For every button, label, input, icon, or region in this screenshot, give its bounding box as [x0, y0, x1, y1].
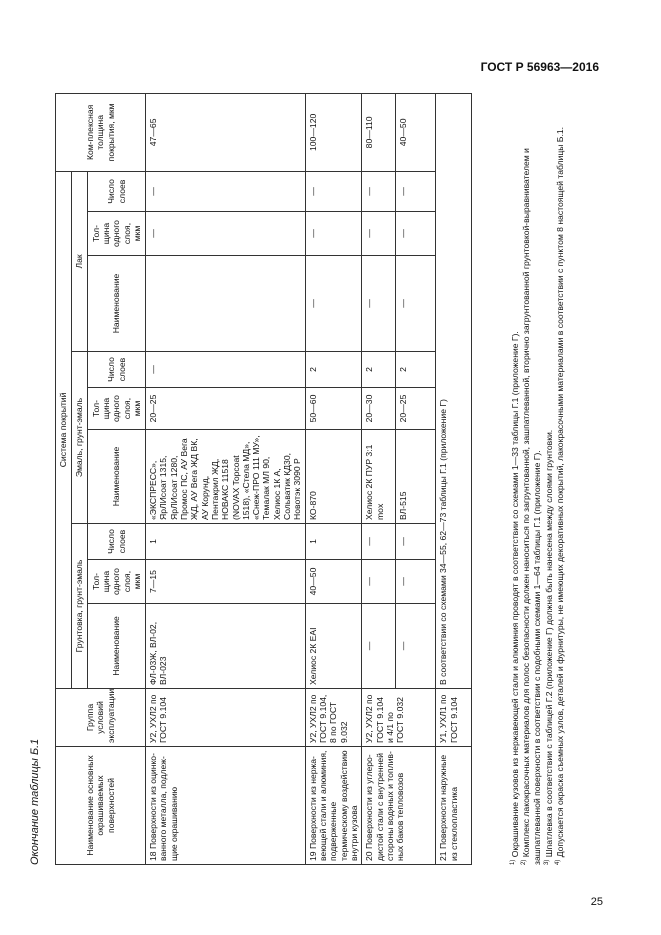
- col-name: Наименование: [88, 604, 146, 689]
- col-name: Наименование: [88, 430, 146, 524]
- col-group: Группа условий эксплуатации: [56, 689, 146, 747]
- cell-primer-thickness: —: [362, 560, 396, 604]
- cell-enamel-name: Хелиос 2К ПУР 3:1 mox: [362, 430, 396, 524]
- cell-enamel-layers: —: [146, 352, 306, 388]
- cell-lacquer-layers: —: [146, 171, 306, 211]
- cell-enamel-thickness: 20—25: [396, 388, 436, 430]
- rotated-table-block: [29, 80, 603, 865]
- cell-enamel-layers: 2: [396, 352, 436, 388]
- cell-lacquer-layers: —: [396, 171, 436, 211]
- cell-enamel-name: ВЛ-515: [396, 430, 436, 524]
- cell-surface: 21 Поверхности наружные из стеклопластика: [436, 747, 472, 865]
- cell-lacquer-name: —: [305, 256, 362, 352]
- cell-group: У2, УХЛ2 по ГОСТ 9.104 и 4/1 по ГОСТ 9.032: [362, 689, 436, 747]
- cell-lacquer-thickness: —: [305, 212, 362, 256]
- table-caption: Окончание таблицы Б.1: [29, 738, 41, 865]
- col-complex: Ком-плексная толщина покрытия, мкм: [56, 93, 146, 171]
- col-layers: Число слоев: [88, 171, 146, 211]
- col-thickness: Тол-щина одного слоя, мкм: [88, 560, 146, 604]
- cell-complex: 40—50: [396, 93, 436, 171]
- cell-primer-layers: 1: [146, 524, 306, 560]
- cell-enamel-layers: 2: [362, 352, 396, 388]
- cell-lacquer-name: [146, 256, 306, 352]
- footnotes: [510, 94, 566, 865]
- cell-group: У2, УХЛ2 по ГОСТ 9.104: [146, 689, 306, 747]
- standard-header: ГОСТ Р 56963—2016: [480, 60, 599, 74]
- cell-surface: 19 Поверхности из нержа-веющей стали и алюминия, подверженные термическому воздействию внутри кузова: [305, 747, 362, 865]
- col-thickness: Тол-щина одного слоя, мкм: [88, 212, 146, 256]
- cell-lacquer-name: —: [362, 256, 396, 352]
- cell-group: У2, УХЛ2 по ГОСТ 9.104, 8 по ГОСТ 9.032: [305, 689, 362, 747]
- page-number: 25: [590, 896, 603, 908]
- cell-enamel-thickness: 50—60: [305, 388, 362, 430]
- col-primer-enamel: Грунтовка, грунт-эмаль: [72, 524, 88, 689]
- col-layers: Число слоев: [88, 524, 146, 560]
- table-row: [362, 93, 396, 864]
- col-enamel: Эмаль, грунт-эмаль: [72, 352, 88, 524]
- cell-primer-name: ФЛ-03Ж, ВЛ-02, ВЛ-023: [146, 604, 306, 689]
- cell-enamel-thickness: 20—25: [146, 388, 306, 430]
- cell-group: У1, УХЛ1 по ГОСТ 9.104: [436, 689, 472, 747]
- footnote-3: $^{3)}$ Шпатлевка в соответствии с таблицей Г.2 (приложение Г) должна быть нанесена между слоями грунтовки.: [543, 429, 554, 865]
- table-row: [146, 93, 306, 864]
- cell-surface: 20 Поверхности из углеро-дистой стали с внутренней стороны водяных и топлив-ных баков тепловозов: [362, 747, 436, 865]
- footnote-2: $^{2)}$ Комплекс лакокрасочных материалов для полос безопасности должен наноситься по загрунтованной, зашпатлеванной, вторично загрунтованной грунтовкой-выравнивателем и зашпатлеванной поверхности в соответствии с подобными схемами 1—64 таблицы Г.1 (приложение Г).: [521, 148, 543, 865]
- table-row: [305, 93, 362, 864]
- cell-complex: 100—120: [305, 93, 362, 171]
- cell-enamel-thickness: 20—30: [362, 388, 396, 430]
- cell-primer-layers: —: [362, 524, 396, 560]
- cell-lacquer-thickness: —: [146, 212, 306, 256]
- cell-enamel-layers: 2: [305, 352, 362, 388]
- col-surface: Наименование основных окрашиваемых поверхностей: [56, 747, 146, 865]
- footnote-1: $^{1)}$ Окрашивание кузовов из нержавеющей стали и алюминия проводят в соответствии со схемами 1—33 таблицы Г.1 (приложение Г).: [510, 331, 520, 865]
- col-name: Наименование: [88, 256, 146, 352]
- table-row: [436, 93, 472, 864]
- cell-lacquer-layers: —: [362, 171, 396, 211]
- cell-primer-name: —: [362, 604, 396, 689]
- col-layers: Число слоев: [88, 352, 146, 388]
- col-system: Система покрытий: [56, 171, 72, 688]
- coating-systems-table: [55, 93, 472, 865]
- cell-span-note: В соответствии со схемами 34—55, 62—73 таблицы Г.1 (приложение Г): [436, 93, 472, 688]
- cell-primer-thickness: 7—15: [146, 560, 306, 604]
- cell-lacquer-thickness: —: [362, 212, 396, 256]
- cell-lacquer-layers: —: [305, 171, 362, 211]
- cell-complex: 80—110: [362, 93, 396, 171]
- cell-primer-name: Хелиос 2К EAI: [305, 604, 362, 689]
- cell-lacquer-name: —: [396, 256, 436, 352]
- cell-enamel-name: «ЭКСПРЕСС», ЯрЛИсоат 1315, ЯрЛИсоат 1280, Промос ПС, АУ Вега ЖД, АУ Вега ЖД ВК, АУ Корунд, Пентакрил ЖД, НОВАКС 11518 (NOVAX Topcoat 1518), «Стела МД», «Снеж-ПРО 111 МУ», Темалак МЛ 90, Хелиос 1К А, Сольватик КД30, Новотэк 3090 Р: [146, 430, 306, 524]
- cell-primer-thickness: —: [396, 560, 436, 604]
- cell-complex: 47—65: [146, 93, 306, 171]
- cell-enamel-name: КО-870: [305, 430, 362, 524]
- cell-primer-layers: —: [396, 524, 436, 560]
- footnote-4: $^{4)}$ Допускается окраска съемных узлов, деталей и фурнитуры, не имеющих декоративных покрытий, лакокрасочными материалами в соответствии с пунктом 8 настоящей таблицы Б.1.: [554, 126, 565, 865]
- cell-primer-name: —: [396, 604, 436, 689]
- cell-primer-thickness: 40—50: [305, 560, 362, 604]
- cell-lacquer-thickness: —: [396, 212, 436, 256]
- cell-surface: 18 Поверхности из оцинко-ванного металла, подлеж-щие окрашиванию: [146, 747, 306, 865]
- cell-primer-layers: 1: [305, 524, 362, 560]
- col-lacquer: Лак: [72, 171, 88, 351]
- col-thickness: Тол-щина одного слоя, мкм: [88, 388, 146, 430]
